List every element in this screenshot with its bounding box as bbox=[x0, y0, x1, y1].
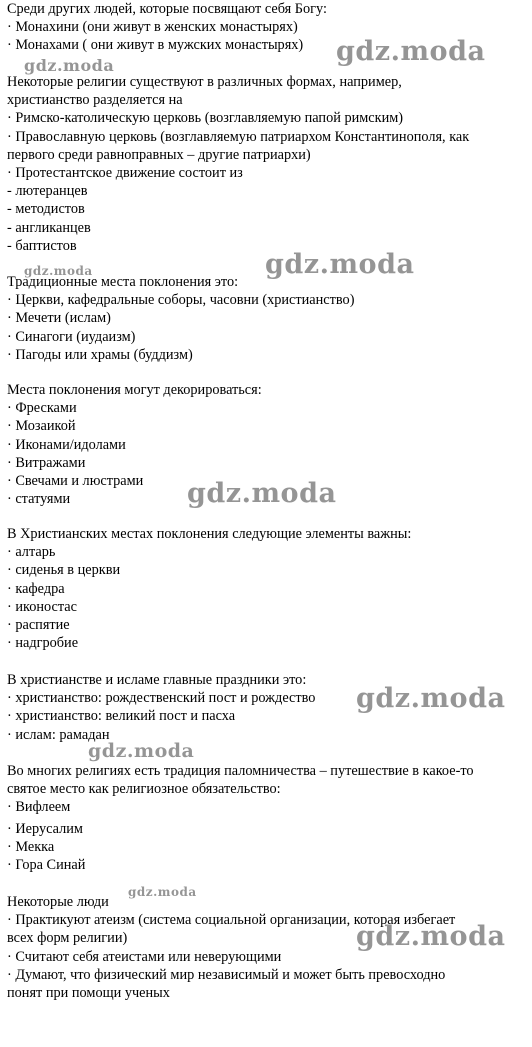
list-item: · Мекка bbox=[7, 839, 55, 856]
text-line: первого среди равноправных – другие патриархи) bbox=[7, 146, 311, 163]
text-line: понят при помощи ученых bbox=[7, 985, 170, 1002]
watermark-logo: gdz.moda bbox=[336, 36, 486, 67]
list-item: · распятие bbox=[7, 617, 70, 634]
list-item: · Римско-католическую церковь (возглавляемую папой римским) bbox=[7, 110, 404, 127]
text-line: всех форм религии) bbox=[7, 930, 128, 947]
list-item: · Гора Синай bbox=[7, 857, 86, 874]
text-line: Традиционные места поклонения это: bbox=[7, 274, 239, 290]
list-item: · статуями bbox=[7, 491, 71, 508]
list-item: · христианство: рождественский пост и рождество bbox=[7, 690, 316, 707]
watermark-logo: gdz.moda bbox=[356, 921, 506, 952]
watermark-logo: gdz.moda bbox=[24, 264, 93, 278]
paragraph-christian-elements bbox=[7, 525, 411, 652]
list-item: · сиденья в церкви bbox=[7, 562, 121, 579]
paragraph-religion-forms bbox=[7, 73, 469, 255]
list-item: · Монахини (они живут в женских монастырях) bbox=[7, 19, 298, 36]
list-item: · кафедра bbox=[7, 580, 65, 597]
text-line: В Христианских местах поклонения следующие элементы важны: bbox=[7, 526, 412, 542]
list-item: · алтарь bbox=[7, 544, 56, 561]
list-item: - методистов bbox=[7, 201, 85, 218]
text-line: Во многих религиях есть традиция паломничества – путешествие в какое-то bbox=[7, 763, 474, 779]
list-item: - англиканцев bbox=[7, 219, 91, 236]
list-item: · Практикуют атеизм (система социальной организации, которая избегает bbox=[7, 912, 456, 929]
list-item: · Фресками bbox=[7, 400, 77, 417]
list-item: · Синагоги (иудаизм) bbox=[7, 328, 136, 345]
list-item: · Пагоды или храмы (буддизм) bbox=[7, 346, 193, 363]
paragraph-decorations bbox=[7, 381, 262, 508]
list-item: - лютеранцев bbox=[7, 183, 88, 200]
paragraph-pilgrimage bbox=[7, 762, 474, 817]
text-line: Некоторые религии существуют в различных формах, например, bbox=[7, 74, 402, 90]
list-item: - баптистов bbox=[7, 237, 77, 254]
list-item: · Церкви, кафедральные соборы, часовни (христианство) bbox=[7, 292, 355, 309]
watermark-logo: gdz.moda bbox=[24, 56, 115, 75]
list-item: · Протестантское движение состоит из bbox=[7, 165, 243, 182]
paragraph-holidays bbox=[7, 671, 315, 744]
list-item: · Считают себя атеистами или неверующими bbox=[7, 948, 282, 965]
list-item: · Думают, что физический мир независимый и может быть превосходно bbox=[7, 966, 446, 983]
list-item: · христианство: великий пост и пасха bbox=[7, 708, 236, 725]
text-line: христианство разделяется на bbox=[7, 92, 183, 109]
text-line: Некоторые люди bbox=[7, 894, 109, 910]
list-item: · Вифлеем bbox=[7, 799, 71, 816]
text-line: святое место как религиозное обязательство: bbox=[7, 781, 281, 798]
list-item: · иконостас bbox=[7, 598, 77, 615]
list-item: · Иконами/идолами bbox=[7, 436, 126, 453]
list-item: · надгробие bbox=[7, 635, 79, 652]
list-item: · Монахами ( они живут в мужских монастырях) bbox=[7, 37, 304, 54]
list-item: · Свечами и люстрами bbox=[7, 473, 144, 490]
list-item: · Мозаикой bbox=[7, 418, 76, 435]
watermark-logo: gdz.moda bbox=[265, 249, 415, 280]
watermark-logo: gdz.moda bbox=[128, 885, 197, 899]
text-line: В христианстве и исламе главные праздники это: bbox=[7, 672, 307, 688]
paragraph-devotees bbox=[7, 0, 327, 55]
paragraph-pilgrimage-places bbox=[7, 820, 85, 875]
list-item: · Православную церковь (возглавляемую патриархом Константинополя, как bbox=[7, 128, 470, 145]
list-item: · ислам: рамадан bbox=[7, 726, 110, 743]
paragraph-atheism bbox=[7, 893, 455, 1002]
watermark-logo: gdz.moda bbox=[187, 478, 337, 509]
paragraph-worship-places bbox=[7, 273, 354, 364]
list-item: · Витражами bbox=[7, 454, 86, 471]
list-item: · Иерусалим bbox=[7, 821, 83, 837]
watermark-logo: gdz.moda bbox=[356, 683, 506, 714]
text-line: Среди других людей, которые посвящают себя Богу: bbox=[7, 1, 327, 17]
text-line: Места поклонения могут декорироваться: bbox=[7, 382, 262, 398]
list-item: · Мечети (ислам) bbox=[7, 310, 111, 327]
watermark-logo: gdz.moda bbox=[88, 740, 195, 762]
